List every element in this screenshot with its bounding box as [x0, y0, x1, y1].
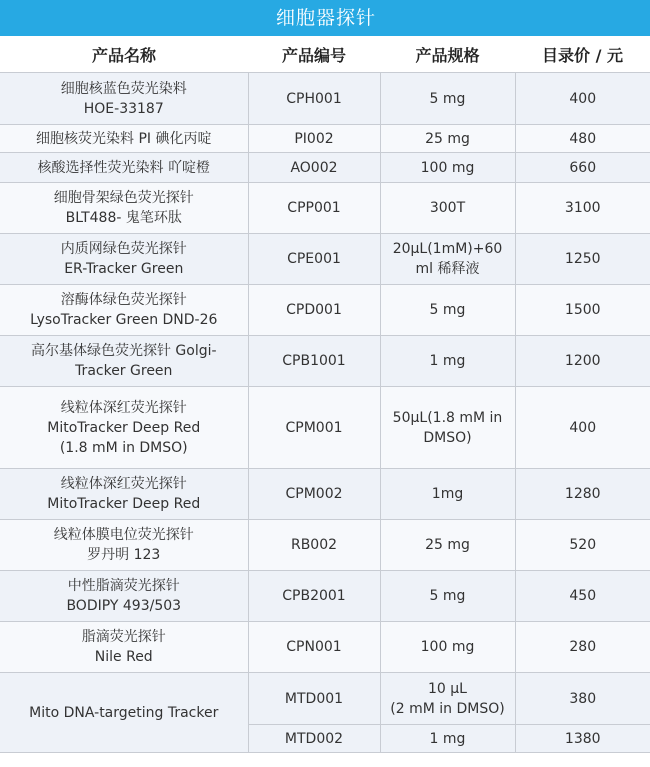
product-price-cell: 280: [515, 622, 650, 673]
product-spec-cell: 50μL(1.8 mM in DMSO): [380, 387, 515, 469]
table-row: [0, 73, 650, 125]
product-spec-cell: 25 mg: [380, 125, 515, 153]
table-row: [0, 571, 650, 622]
product-spec-cell: 5 mg: [380, 73, 515, 125]
product-price-cell: 1380: [515, 725, 650, 753]
product-name-cell: 高尔基体绿色荧光探针 Golgi- Tracker Green: [0, 336, 248, 387]
product-price-cell: 450: [515, 571, 650, 622]
product-code-cell: CPD001: [248, 285, 380, 336]
product-code-cell: CPP001: [248, 183, 380, 234]
section-title: 细胞器探针: [0, 0, 650, 36]
product-name-cell: 细胞骨架绿色荧光探针 BLT488- 鬼笔环肽: [0, 183, 248, 234]
product-name-cell: 中性脂滴荧光探针 BODIPY 493/503: [0, 571, 248, 622]
header-product-code: 产品编号: [248, 36, 380, 73]
table-row: [0, 125, 650, 153]
product-code-cell: RB002: [248, 520, 380, 571]
header-product-spec: 产品规格: [380, 36, 515, 73]
table-row: [0, 673, 650, 725]
header-catalog-price: 目录价 / 元: [515, 36, 650, 73]
product-name-cell: 脂滴荧光探针 Nile Red: [0, 622, 248, 673]
product-spec-cell: 100 mg: [380, 153, 515, 183]
product-code-cell: CPE001: [248, 234, 380, 285]
product-spec-cell: 1 mg: [380, 336, 515, 387]
product-code-cell: CPN001: [248, 622, 380, 673]
product-code-cell: CPB2001: [248, 571, 380, 622]
table-row: [0, 234, 650, 285]
product-code-cell: MTD002: [248, 725, 380, 753]
product-code-cell: PI002: [248, 125, 380, 153]
product-name-cell: 线粒体膜电位荧光探针 罗丹明 123: [0, 520, 248, 571]
product-name-cell: 细胞核蓝色荧光染料 HOE-33187: [0, 73, 248, 125]
product-code-cell: AO002: [248, 153, 380, 183]
product-spec-cell: 1 mg: [380, 725, 515, 753]
product-price-cell: 380: [515, 673, 650, 725]
product-price-cell: 480: [515, 125, 650, 153]
table-row: [0, 469, 650, 520]
product-price-cell: 520: [515, 520, 650, 571]
product-price-cell: 3100: [515, 183, 650, 234]
product-price-cell: 1280: [515, 469, 650, 520]
product-price-cell: 1250: [515, 234, 650, 285]
product-name-cell: 线粒体深红荧光探针 MitoTracker Deep Red: [0, 469, 248, 520]
product-spec-cell: 5 mg: [380, 571, 515, 622]
product-code-cell: MTD001: [248, 673, 380, 725]
product-table: [0, 36, 650, 753]
product-code-cell: CPH001: [248, 73, 380, 125]
table-row: [0, 285, 650, 336]
product-name-cell: 内质网绿色荧光探针 ER-Tracker Green: [0, 234, 248, 285]
product-spec-cell: 25 mg: [380, 520, 515, 571]
table-row: [0, 520, 650, 571]
product-code-cell: CPM002: [248, 469, 380, 520]
product-spec-cell: 5 mg: [380, 285, 515, 336]
product-code-cell: CPB1001: [248, 336, 380, 387]
product-spec-cell: 20μL(1mM)+60 ml 稀释液: [380, 234, 515, 285]
product-price-cell: 400: [515, 387, 650, 469]
product-price-cell: 400: [515, 73, 650, 125]
table-row: [0, 387, 650, 469]
product-spec-cell: 1mg: [380, 469, 515, 520]
table-row: [0, 153, 650, 183]
product-price-cell: 1200: [515, 336, 650, 387]
header-product-name: 产品名称: [0, 36, 248, 73]
table-row: [0, 622, 650, 673]
product-spec-cell: 300T: [380, 183, 515, 234]
product-price-cell: 660: [515, 153, 650, 183]
product-price-cell: 1500: [515, 285, 650, 336]
product-spec-cell: 100 mg: [380, 622, 515, 673]
table-row: [0, 183, 650, 234]
product-name-cell: 细胞核荧光染料 PI 碘化丙啶: [0, 125, 248, 153]
product-spec-cell: 10 μL (2 mM in DMSO): [380, 673, 515, 725]
table-header-row: [0, 36, 650, 73]
product-name-cell: 溶酶体绿色荧光探针 LysoTracker Green DND-26: [0, 285, 248, 336]
product-name-cell: 线粒体深红荧光探针 MitoTracker Deep Red (1.8 mM in DMSO): [0, 387, 248, 469]
product-name-cell: Mito DNA-targeting Tracker: [0, 673, 248, 753]
product-code-cell: CPM001: [248, 387, 380, 469]
product-name-cell: 核酸选择性荧光染料 吖啶橙: [0, 153, 248, 183]
table-body: [0, 73, 650, 753]
table-row: [0, 336, 650, 387]
